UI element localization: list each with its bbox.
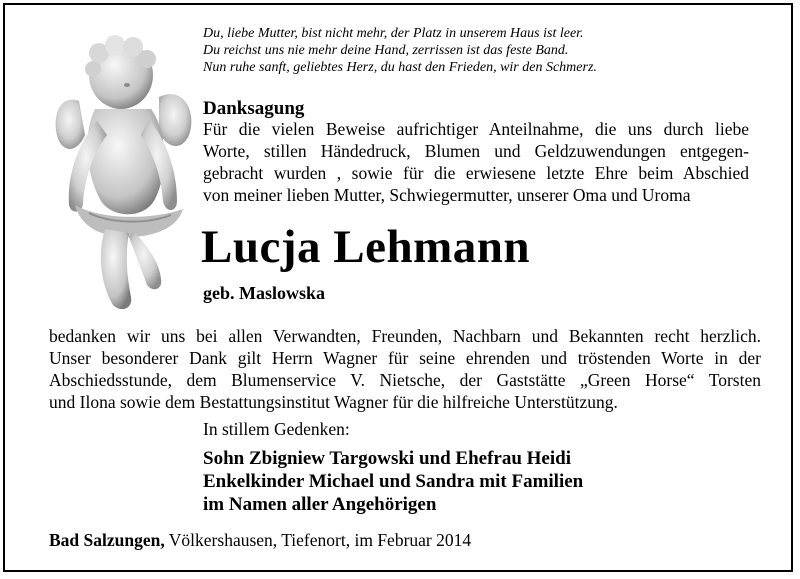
thanks-line: gebracht wurden , sowie für die erwiesene letzte Ehre beim Abschied <box>203 163 749 183</box>
deceased-name: Lucja Lehmann <box>201 221 531 273</box>
acknowledgement-line: und Ilona sowie dem Bestattungsinstitut Wagner für die hilfreiche Unterstützung. <box>49 392 618 412</box>
memory-intro: In stillem Gedenken: <box>203 419 350 439</box>
obituary-card <box>3 3 793 572</box>
signer-line: Sohn Zbigniew Targowski und Ehefrau Heidi <box>203 448 571 469</box>
place-rest: Völkershausen, Tiefenort, im Februar 2014 <box>164 530 472 550</box>
cherub-angel-figure <box>49 23 199 311</box>
signer-line: im Namen aller Angehörigen <box>203 494 437 515</box>
thanks-heading: Danksagung <box>203 98 305 119</box>
poem-line: Nun ruhe sanft, geliebtes Herz, du hast den Frieden, wir den Schmerz. <box>203 60 597 75</box>
maiden-name: geb. Maslowska <box>203 283 326 303</box>
thanks-line: Worte, stillen Händedruck, Blumen und Geldzuwendungen entgegen- <box>203 141 749 161</box>
signers-list <box>203 447 583 516</box>
thanks-line: von meiner lieben Mutter, Schwiegermutter, unserer Oma und Uroma <box>203 185 691 205</box>
place-and-date <box>49 529 471 551</box>
acknowledgement-paragraph <box>49 325 761 413</box>
thanks-line: Für die vielen Beweise aufrichtiger Anteilnahme, die uns durch liebe <box>203 119 749 139</box>
poem <box>203 25 783 76</box>
acknowledgement-line: Unser besonderer Dank gilt Herrn Wagner für seine ehrenden und tröstenden Worte in der <box>49 348 761 368</box>
acknowledgement-line: bedanken wir uns bei allen Verwandten, Freunden, Nachbarn und Bekannten recht herzlich. <box>49 326 761 346</box>
poem-line: Du reichst uns nie mehr deine Hand, zerrissen ist das feste Band. <box>203 43 569 58</box>
signer-line: Enkelkinder Michael und Sandra mit Familien <box>203 471 584 492</box>
thanks-paragraph <box>203 118 749 206</box>
place-city: Bad Salzungen, <box>49 530 165 550</box>
acknowledgement-line: Abschiedsstunde, dem Blumenservice V. Nietsche, der Gaststätte „Green Horse“ Torsten <box>49 370 761 390</box>
poem-line: Du, liebe Mutter, bist nicht mehr, der Platz in unserem Haus ist leer. <box>203 26 584 41</box>
